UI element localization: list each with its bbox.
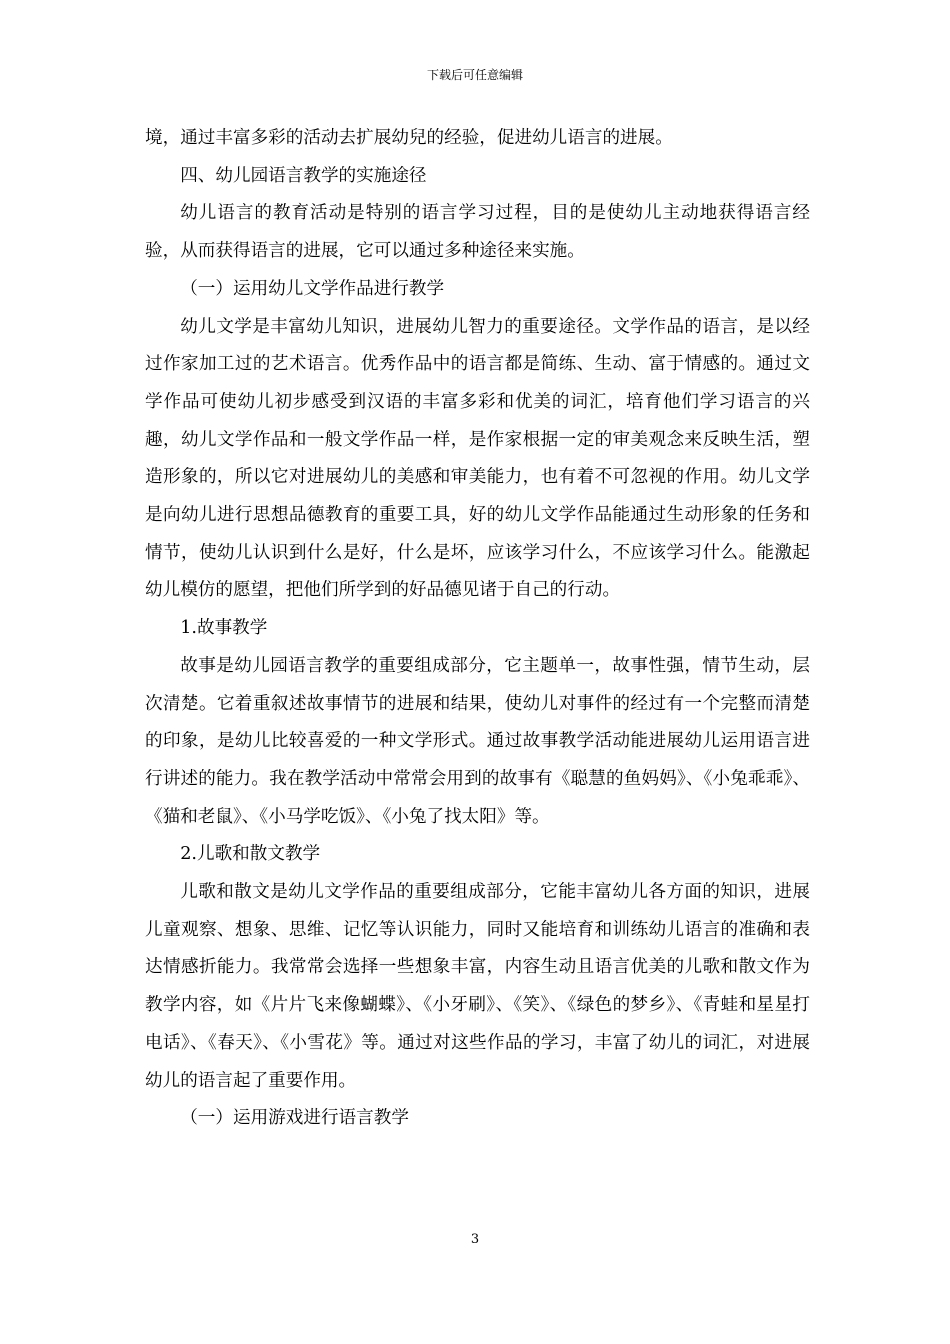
paragraph-continuation: 境，通过丰富多彩的活动去扩展幼兒的经验，促进幼儿语言的进展。	[145, 128, 673, 148]
paragraph: 儿歌和散文是幼儿文学作品的重要组成部分，它能丰富幼儿各方面的知识，进展儿童观察、想象、思维、记忆等认识能力，同时又能培育和训练幼儿语言的准确和表达情感折能力。我常常会选择一些想象丰富，内容生动且语言优美的儿歌和散文作为教学内容，如《片片飞来像蝴蝶》、《小牙刷》、《笑》、《绿色的梦乡》、《青蛙和星星打电话》、《春天》、《小雪花》等。通过对这些作品的学习，丰富了幼儿的词汇，对进展幼儿的语言起了重要作用。	[145, 882, 810, 1091]
paragraph: 幼儿语言的教育活动是特别的语言学习过程，目的是使幼儿主动地获得语言经验，从而获得语言的进展，它可以通过多种途径来实施。	[145, 203, 810, 262]
item-heading: 2.儿歌和散文教学	[180, 844, 321, 865]
paragraph: 幼儿文学是丰富幼儿知识，进展幼儿智力的重要途径。文学作品的语言，是以经过作家加工过的艺术语言。优秀作品中的语言都是简练、生动、富于情感的。通过文学作品可使幼儿初步感受到汉语的丰富多彩和优美的词汇，培育他们学习语言的兴趣，幼儿文学作品和一般文学作品一样，是作家根据一定的审美观念来反映生活，塑造形象的，所以它对进展幼儿的美感和审美能力，也有着不可忽视的作用。幼儿文学是向幼儿进行思想品德教育的重要工具，好的幼儿文学作品能通过生动形象的任务和情节，使幼儿认识到什么是好，什么是坏，应该学习什么，不应该学习什么。能激起幼儿模仿的愿望，把他们所学到的好品德见诸于自己的行动。	[145, 316, 810, 601]
subsection-heading: （一）运用游戏进行语言教学	[180, 1108, 409, 1129]
document-body	[145, 120, 810, 1138]
paragraph: 故事是幼儿园语言教学的重要组成部分，它主题单一，故事性强，情节生动，层次清楚。它着重叙述故事情节的进展和结果，使幼儿对事件的经过有一个完整而清楚的印象，是幼儿比较喜爱的一种文学形式。通过故事教学活动能进展幼儿运用语言进行讲述的能力。我在教学活动中常常会用到的故事有《聪慧的鱼妈妈》、《小兔乖乖》、《猫和老鼠》、《小马学吃饭》、《小兔了找太阳》等。	[145, 655, 810, 827]
subsection-heading: （一）运用幼儿文学作品进行教学	[180, 278, 445, 299]
section-heading: 四、幼儿园语言教学的实施途径	[180, 165, 427, 186]
page-number: 3	[470, 1232, 480, 1247]
page-header: 下载后可任意编辑	[426, 68, 523, 82]
item-heading: 1.故事教学	[180, 618, 268, 639]
